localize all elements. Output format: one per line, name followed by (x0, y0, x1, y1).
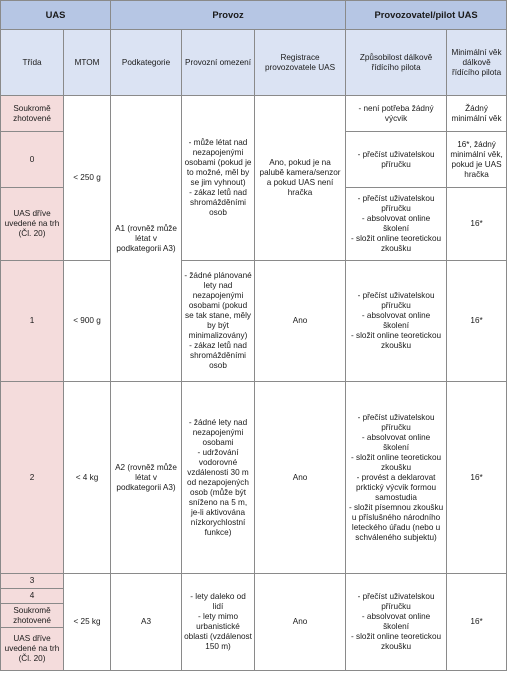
limit-item: - lety daleko od lidí (190, 592, 246, 611)
column-header-registrace: Registrace provozovatele UAS (255, 30, 346, 96)
column-header-vek: Minimální věk dálkově řídícího pilota (447, 30, 507, 96)
competence-item: - přečíst uživatelskou příručku (357, 194, 435, 213)
competence-item: - absolvovat online školení (361, 612, 431, 631)
competence-item: - složit online teoretickou zkoušku (350, 331, 442, 350)
class-cell-1: 1 (1, 261, 64, 382)
competence-item: - složit písemnou zkoušku u příslušného národního leteckého úřadu (nebo u schváleného subjektu) (348, 502, 444, 542)
limit-item: - lety mimo urbanistické oblasti (vzdálenost 150 m) (184, 612, 252, 651)
age-cell-1: 16* (447, 261, 507, 382)
limits-cell-a2 (182, 382, 255, 574)
limit-item: - udržování vodorovné vzdálenosti 30 m od nezapojených osob (může být sníženo na 5 m, je-li aktivována nízkorychlostní funkce) (187, 447, 249, 537)
subcategory-cell-a3: A3 (111, 574, 182, 671)
subcategory-cell-a1: A1 (rovněž může létat v podkategorii A3) (111, 96, 182, 382)
registration-cell-900g: Ano (255, 261, 346, 382)
age-cell-3: 16* (447, 574, 507, 671)
registration-cell-25kg: Ano (255, 574, 346, 671)
competence-cell-2 (346, 382, 447, 574)
competence-cell-legacy (346, 188, 447, 261)
limit-item: - zákaz letů nad shromážděními osob (189, 341, 247, 370)
limit-item: - zákaz letů nad shromážděními osob (189, 188, 247, 217)
limits-cell-a1-900 (182, 261, 255, 382)
competence-item: - přečíst uživatelskou příručku (357, 592, 435, 611)
age-cell-2: 16* (447, 382, 507, 574)
limits-cell-a3 (182, 574, 255, 671)
group-header-provozovatel: Provozovatel/pilot UAS (346, 1, 507, 30)
competence-item: - není potřeba žádný výcvik (358, 103, 434, 123)
mtom-cell-4kg: < 4 kg (64, 382, 111, 574)
subcategory-cell-a2: A2 (rovněž může létat v podkategorii A3) (111, 382, 182, 574)
competence-item: - složit online teoretickou zkoušku (350, 632, 442, 651)
competence-item: - provést a deklarovat prktický výcvik formou samostudia (356, 472, 437, 502)
mtom-cell-900g: < 900 g (64, 261, 111, 382)
age-cell-soukrome: Žádný minimální věk (447, 96, 507, 132)
competence-cell-soukrome (346, 96, 447, 132)
age-cell-legacy: 16* (447, 188, 507, 261)
competence-item: - absolvovat online školení (361, 432, 431, 452)
competence-item: - absolvovat online školení (361, 214, 431, 233)
competence-cell-3 (346, 574, 447, 671)
limit-item: - žádné plánované lety nad nezapojenými osobami (pokud se tak stane, měly by být minimalizovány) (184, 271, 252, 340)
column-header-podkategorie: Podkategorie (111, 30, 182, 96)
column-header-trida: Třída (1, 30, 64, 96)
column-header-mtom: MTOM (64, 30, 111, 96)
class-cell-legacy: UAS dříve uvedené na trh (Čl. 20) (1, 188, 64, 261)
limits-cell-a1-250 (182, 96, 255, 261)
registration-cell-4kg: Ano (255, 382, 346, 574)
mtom-cell-25kg: < 25 kg (64, 574, 111, 671)
column-header-omezeni: Provozní omezení (182, 30, 255, 96)
class-cell-soukrome-a3: Soukromě zhotovené (1, 604, 64, 628)
age-cell-0: 16*, žádný minimální věk, pokud je UAS hračka (447, 132, 507, 188)
class-cell-4: 4 (1, 589, 64, 604)
limit-item: - může létat nad nezapojenými osobami (pokud je to možné, měl by se jim vyhnout) (184, 138, 252, 187)
group-header-uas: UAS (1, 1, 111, 30)
class-cell-legacy-a3: UAS dříve uvedené na trh (Čl. 20) (1, 628, 64, 671)
competence-cell-1 (346, 261, 447, 382)
column-header-zpusobilost: Způsobilost dálkově řídícího pilota (346, 30, 447, 96)
competence-item: - složit online teoretickou zkoušku (350, 452, 442, 472)
competence-item: - přečíst uživatelskou příručku (357, 149, 435, 169)
competence-item: - složit online teoretickou zkoušku (350, 234, 442, 253)
limit-item: - žádné lety nad nezapojenými osobami (188, 417, 248, 447)
competence-cell-0 (346, 132, 447, 188)
class-cell-2: 2 (1, 382, 64, 574)
competence-item: - přečíst uživatelskou příručku (357, 412, 435, 432)
competence-item: - absolvovat online školení (361, 311, 431, 330)
registration-cell-250g: Ano, pokud je na palubě kamera/senzor a pokud UAS není hračka (255, 96, 346, 261)
class-cell-3: 3 (1, 574, 64, 589)
group-header-provoz: Provoz (111, 1, 346, 30)
class-cell-0: 0 (1, 132, 64, 188)
class-cell-soukrome: Soukromě zhotovené (1, 96, 64, 132)
mtom-cell-250g: < 250 g (64, 96, 111, 261)
competence-item: - přečíst uživatelskou příručku (357, 291, 435, 310)
